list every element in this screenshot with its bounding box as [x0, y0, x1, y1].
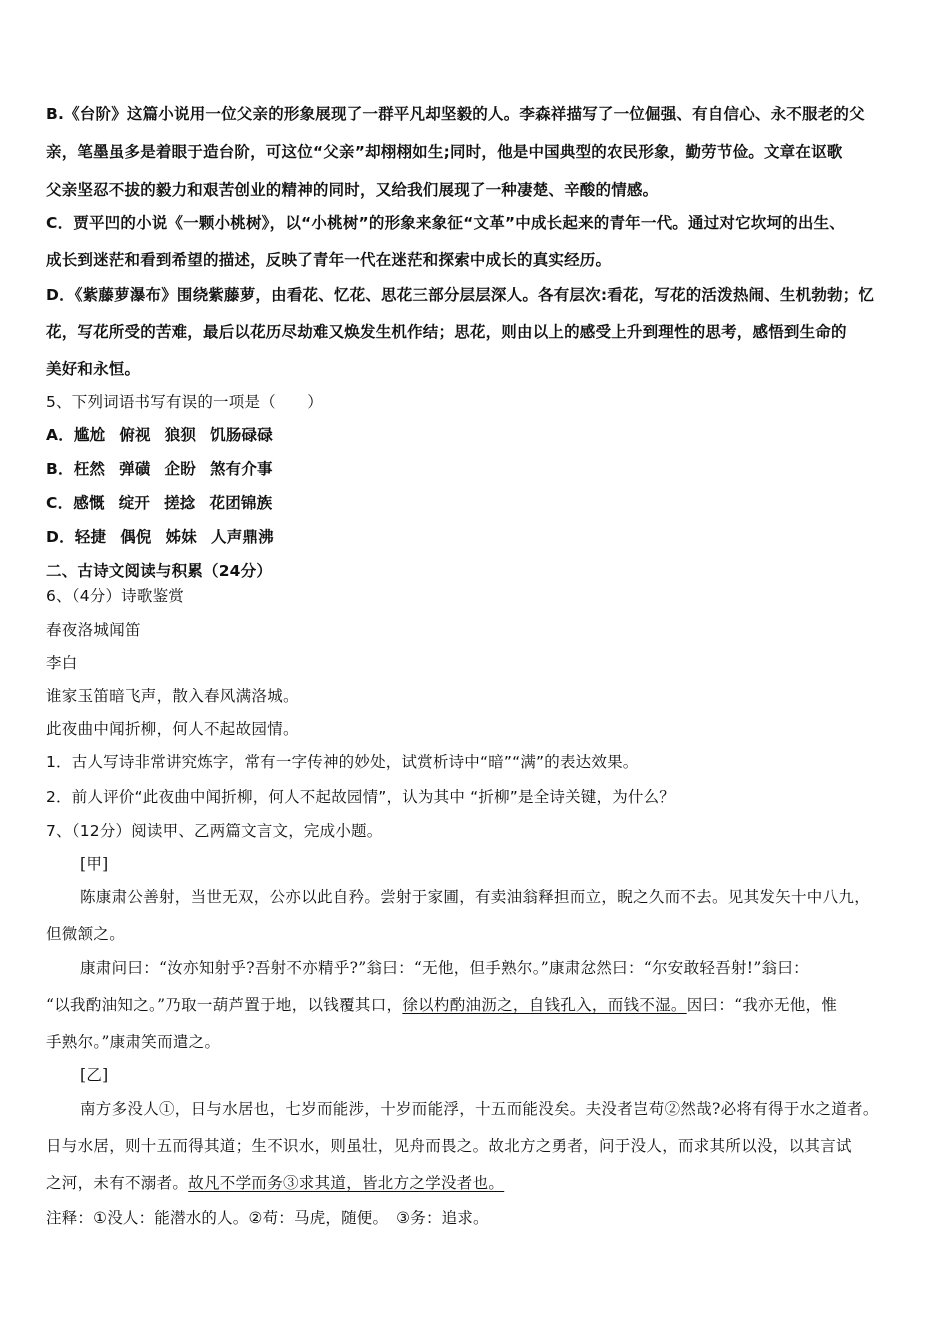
q6-subquestion-2: 2．前人评价“此夜曲中闻折柳，何人不起故园情”，认为其中 “折柳”是全诗关键，为什么？ — [46, 788, 676, 806]
option-label: A． — [46, 426, 74, 444]
yi-text-segment: 之河，未有不溺者。 — [46, 1174, 189, 1192]
option-word: 俯视 — [119, 426, 151, 444]
option-label: C． — [46, 494, 74, 512]
text-jia-label: [甲] — [80, 855, 109, 873]
q4-option-b-line-3: 父亲坚忍不拔的毅力和艰苦创业的精神的同时，又给我们展现了一种凄楚、辛酸的情感。 — [46, 181, 659, 199]
option-word: 搓捻 — [164, 494, 196, 512]
text-jia-para1-line1: 陈康肃公善射，当世无双，公亦以此自矜。尝射于家圃，有卖油翁释担而立，睨之久而不去。见其发矢十中八九， — [80, 888, 871, 906]
option-word: 煞有介事 — [209, 460, 273, 478]
poem-title: 春夜洛城闻笛 — [46, 621, 141, 639]
jia-text-segment: 因曰：“我亦无他，惟 — [686, 996, 838, 1014]
text-yi-line3 — [46, 1171, 504, 1193]
text-yi-label: [乙] — [80, 1066, 109, 1084]
q4-option-d-line-3: 美好和永恒。 — [46, 360, 141, 378]
option-word: 感慨 — [73, 494, 105, 512]
option-word: 狼狈 — [164, 426, 197, 444]
yi-underlined-sentence: 故凡不学而务③求其道，皆北方之学没者也。 — [188, 1174, 505, 1192]
q5-option-a — [46, 423, 287, 445]
option-word: 弹磺 — [119, 460, 151, 478]
q4-option-c-line-2: 成长到迷茫和看到希望的描述，反映了青年一代在迷茫和探索中成长的真实经历。 — [46, 251, 612, 269]
poem-line-1: 谁家玉笛暗飞声，散入春风满洛城。 — [46, 687, 299, 705]
q5-option-d — [46, 525, 288, 547]
option-word: 尴尬 — [73, 426, 106, 444]
text-yi-line2: 日与水居，则十五而得其道；生不识水，则虽壮，见舟而畏之。故北方之勇者，问于没人，而求其所以没，以其言试 — [46, 1137, 852, 1155]
q7-stem: 7、（12分）阅读甲、乙两篇文言文，完成小题。 — [46, 822, 383, 840]
text-jia-para1-line2: 但微颔之。 — [46, 925, 126, 943]
annotation-notes: 注释：①没人：能潜水的人。②苟：马虎，随便。 ③务：追求。 — [46, 1209, 489, 1227]
jia-underlined-sentence: 徐以杓酌油沥之，自钱孔入，而钱不湿。 — [402, 996, 687, 1014]
option-label: B． — [46, 460, 74, 478]
poem-author: 李白 — [46, 654, 78, 672]
option-word: 花团锦族 — [209, 494, 273, 512]
option-word: 枉然 — [73, 460, 106, 478]
q4-option-d-line-2: 花，写花所受的苦难，最后以花历尽劫难又焕发生机作结；思花，则由以上的感受上升到理性的思考，感悟到生命的 — [46, 323, 847, 341]
q5-option-c — [46, 491, 286, 513]
text-jia-para2-line1: 康肃问曰：“汝亦知射乎?吾射不亦精乎?”翁曰：“无他，但手熟尔。”康肃忿然曰：“尔安敢轻吾射!”翁曰： — [80, 959, 809, 977]
q4-option-b-line-1: B.《台阶》这篇小说用一位父亲的形象展现了一群平凡却坚毅的人。李森祥描写了一位倔强、有自信心、永不服老的父 — [46, 105, 865, 123]
text-jia-para2-line3: 手熟尔。”康肃笑而遣之。 — [46, 1033, 221, 1051]
q5-option-b — [46, 457, 287, 479]
option-word: 轻捷 — [74, 528, 107, 546]
q4-option-c-line-1: C．贾平凹的小说《一颗小桃树》，以“小桃树”的形象来象征“文革”中成长起来的青年一代。通过对它坎坷的出生、 — [46, 214, 845, 232]
option-word: 人声鼎沸 — [211, 528, 274, 546]
q6-stem: 6、（4分）诗歌鉴赏 — [46, 587, 184, 605]
section-heading: 二、古诗文阅读与积累（24分） — [46, 562, 273, 580]
option-word: 企盼 — [164, 460, 196, 478]
option-word: 偶倪 — [120, 528, 152, 546]
text-yi-line1: 南方多没人①，日与水居也，七岁而能涉，十岁而能浮，十五而能没矣。夫没者岂苟②然哉?必将有得于水之道者。 — [80, 1100, 879, 1118]
option-label: D． — [46, 528, 75, 546]
q4-option-b-line-2: 亲，笔墨虽多是着眼于造台阶，可这位“父亲”却栩栩如生;同时，他是中国典型的农民形象，勤劳节俭。文章在讴歌 — [46, 143, 843, 161]
jia-text-segment: “以我酌油知之。”乃取一葫芦置于地，以钱覆其口， — [46, 996, 403, 1014]
q6-subquestion-1: 1．古人写诗非常讲究炼字，常有一字传神的妙处，试赏析诗中“暗”“满”的表达效果。 — [46, 753, 639, 771]
q4-option-d-line-1: D．《紫藤萝瀑布》围绕紫藤萝，由看花、忆花、思花三部分层层深人。各有层次:看花，写花的活泼热闹、生机勃勃；忆 — [46, 286, 875, 304]
option-word: 姊妹 — [165, 528, 197, 546]
poem-line-2: 此夜曲中闻折柳，何人不起故园情。 — [46, 720, 299, 738]
text-jia-para2-line2 — [46, 993, 837, 1015]
option-word: 饥肠碌碌 — [210, 426, 273, 444]
option-word: 绽开 — [118, 494, 151, 512]
q5-stem: 5、下列词语书写有误的一项是（ ） — [46, 393, 323, 411]
